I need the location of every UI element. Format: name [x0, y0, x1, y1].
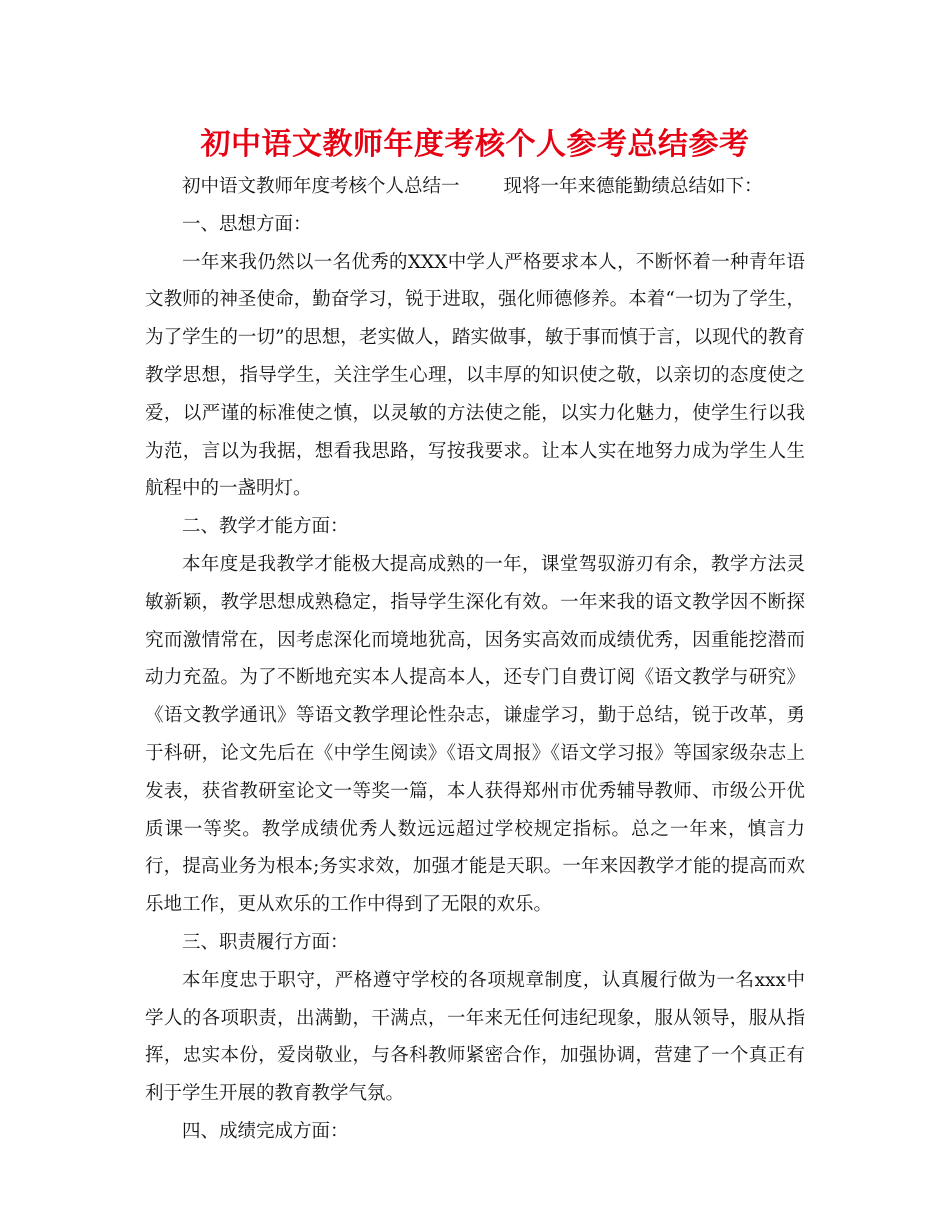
section-paragraph: 一年来我仍然以一名优秀的XXX中学人严格要求本人，不断怀着一种青年语文教师的神圣使命，勤奋学习，锐于进取，强化师德修养。本着“一切为了学生，为了学生的一切”的思想，老实做人，踏实做事，敏于事而慎于言，以现代的教育教学思想，指导学生，关注学生心理，以丰厚的知识使之敬，以亲切的态度使之爱，以严谨的标准使之慎，以灵敏的方法使之能，以实力化魅力，使学生行以我为范，言以为我据，想看我思路，写按我要求。让本人实在地努力成为学生人生航程中的一盏明灯。	[145, 251, 805, 500]
intro-line	[145, 168, 805, 206]
section-paragraph: 本年度是我教学才能极大提高成熟的一年，课堂驾驭游刃有余，教学方法灵敏新颖，教学思想成熟稳定，指导学生深化有效。一年来我的语文教学因不断探究而激情常在，因考虑深化而境地犹高，因务实高效而成绩优秀，因重能挖潜而动力充盈。为了不断地充实本人提高本人，还专门自费订阅《语文教学与研究》《语文教学通讯》等语文教学理论性杂志，谦虚学习，勤于总结，锐于改革，勇于科研，论文先后在《中学生阅读》《语文周报》《语文学习报》等国家级杂志上发表，获省教研室论文一等奖一篇，本人获得郑州市优秀辅导教师、市级公开优质课一等奖。教学成绩优秀人数远远超过学校规定指标。总之一年来，慎言力行，提高业务为根本;务实求效，加强才能是天职。一年来因教学才能的提高而欢乐地工作，更从欢乐的工作中得到了无限的欢乐。	[145, 553, 805, 916]
section-heading: 四、成绩完成方面：	[182, 1120, 349, 1142]
intro-right: 现将一年来德能勤绩总结如下：	[503, 176, 763, 197]
section-paragraph: 本年度忠于职守，严格遵守学校的各项规章制度，认真履行做为一名xxx中学人的各项职责，出满勤，干满点，一年来无任何违纪现象，服从领导，服从指挥，忠实本份，爱岗敬业，与各科教师紧密合作，加强协调，营建了一个真正有利于学生开展的教育教学气氛。	[145, 969, 805, 1105]
section-heading: 三、职责履行方面：	[182, 931, 349, 953]
document-body	[145, 168, 805, 1151]
section-heading: 一、思想方面：	[182, 213, 312, 235]
document-title: 初中语文教师年度考核个人参考总结参考	[200, 127, 750, 162]
section-heading: 二、教学才能方面：	[182, 516, 349, 538]
intro-left: 初中语文教师年度考核个人总结一	[182, 176, 460, 197]
